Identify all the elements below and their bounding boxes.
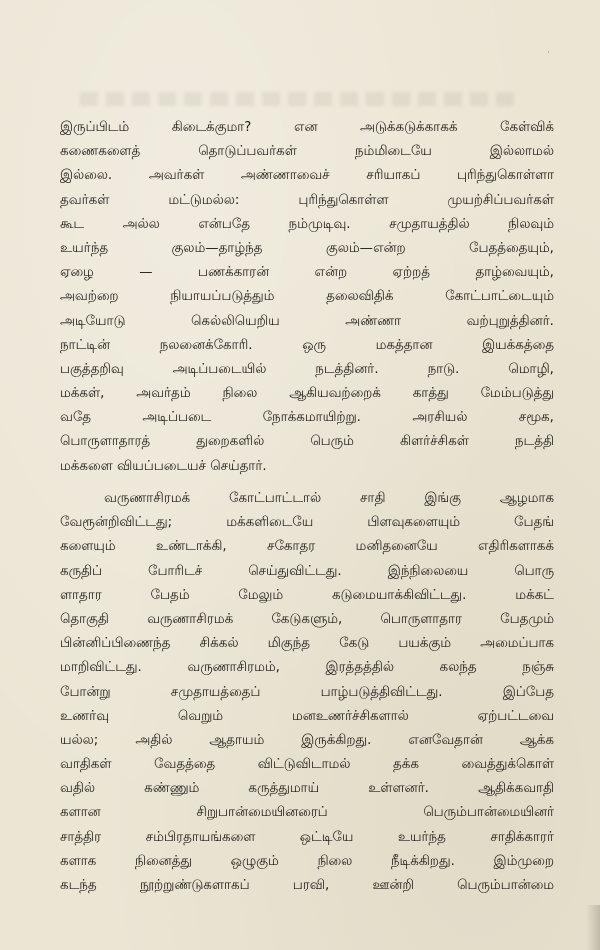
text-line: கூட அல்ல என்பதே நம்முடிவு. சமுதாயத்தில் நிலவும் xyxy=(60,216,554,232)
text-line: வாதிகள் வேதத்தை விட்டுவிடாமல் தக்க வைத்துக்கொள் xyxy=(60,757,554,773)
text-line: சாத்திர சம்பிரதாயங்களை ஒட்டியே உயர்ந்த சாதிக்காரர் xyxy=(60,829,554,845)
text-line: தொகுதி வருணாசிரமக் கேடுகளும், பொருளாதார பேதமும் xyxy=(60,611,554,627)
text-line: ளாதார பேதம் மேலும் கடுமையாக்கிவிட்டது. மக்கட் xyxy=(60,587,554,603)
text-line: நாட்டின் நலனைக்கோரி. ஒரு மகத்தான இயக்கத்தை xyxy=(60,337,554,353)
text-line: பின்னிப்பிணைந்த சிக்கல் மிகுந்த கேடு பயக்கும் அமைப்பாக xyxy=(60,636,554,652)
text-line: வதே அடிப்படை நோக்கமாயிற்று. அரசியல் சமூக, xyxy=(60,410,554,426)
text-line: உணர்வு வெறும் மனஉணர்ச்சிகளால் ஏற்பட்டவை xyxy=(60,708,554,724)
text-line: பகுத்தறிவு அடிப்படையில் நடத்தினர். நாடு. மொழி, xyxy=(60,361,554,377)
text-line: மக்களை வியப்படையச் செய்தார். xyxy=(60,458,267,474)
text-line: வதில் கண்ணும் கருத்துமாய் உள்ளனர். ஆதிக்கவாதி xyxy=(60,781,554,797)
text-line: வருணாசிரமக் கோட்பாட்டால் சாதி இங்கு ஆழமாக xyxy=(104,491,554,506)
text-line: தவர்கள் மட்டுமல்ல: புரிந்துகொள்ள முயற்சிப்பவர்கள் xyxy=(60,192,554,208)
text-line: இருப்பிடம் கிடைக்குமா? என அடுக்கடுக்காகக் கேள்விக் xyxy=(60,120,554,135)
text-line: கடந்த நூற்றுண்டுகளாகப் பரவி, ஊன்றி பெரும்பான்மை xyxy=(60,878,554,893)
text-line: அடியோடு கெல்லியெறிய அண்ணா வற்புறுத்தினர். xyxy=(60,313,554,329)
show-through-text xyxy=(80,92,520,106)
text-line: இல்லை. அவர்கள் அண்ணாவைச் சரியாகப் புரிந்துகொள்ளா xyxy=(60,168,554,184)
text-line: களையும் உண்டாக்கி, சகோதர மனிதனையே எதிரிகளாகக் xyxy=(60,539,554,555)
text-line: மக்கள், அவர்தம் நிலை ஆகியவற்றைக் காத்து மேம்படுத்து xyxy=(60,386,554,402)
text-line: மாறிவிட்டது. வருணாசிரமம், இரத்தத்தில் கலந்த நஞ்சு xyxy=(60,660,554,676)
text-line: வேரூன்றிவிட்டது; மக்களிடையே பிளவுகளையும் பேதங் xyxy=(60,515,554,531)
text-line: உயர்ந்த குலம்—தாழ்ந்த குலம்—என்ற பேதத்தையும், xyxy=(60,240,554,256)
text-line: பொருளாதாரத் துறைகளில் பெரும் கிளர்ச்சிகள் நடத்தி xyxy=(60,434,554,450)
text-line: களாக நினைத்து ஒழுகும் நிலை நீடிக்கிறது. இம்முறை xyxy=(60,853,554,869)
text-line: கணைகளைத் தொடுப்பவர்கள் நம்மிடையே இல்லாமல் xyxy=(60,144,554,160)
page-edge-shadow xyxy=(586,905,600,950)
text-line: ஏழை — பணக்காரன் என்ற ஏற்றத் தாழ்வையும், xyxy=(60,265,554,281)
paragraph-2 xyxy=(60,487,554,898)
text-line: கருதிப் போரிடச் செய்துவிட்டது. இந்நிலையை பொரு xyxy=(60,563,554,579)
text-line: யல்ல; அதில் ஆதாயம் இருக்கிறது. எனவேதான் ஆக்க xyxy=(60,732,554,748)
paragraph-1 xyxy=(60,116,554,479)
text-line: அவற்றை நியாயப்படுத்தும் தலைவிதிக் கோட்பாட்டையும் xyxy=(60,289,554,305)
page-corner-mark: · xyxy=(547,48,550,58)
text-line: போன்று சமுதாயத்தைப் பாழ்படுத்திவிட்டது. இப்பேத xyxy=(60,684,554,700)
text-line: களான சிறுபான்மையினரைப் பெரும்பான்மையினர் xyxy=(60,805,554,821)
